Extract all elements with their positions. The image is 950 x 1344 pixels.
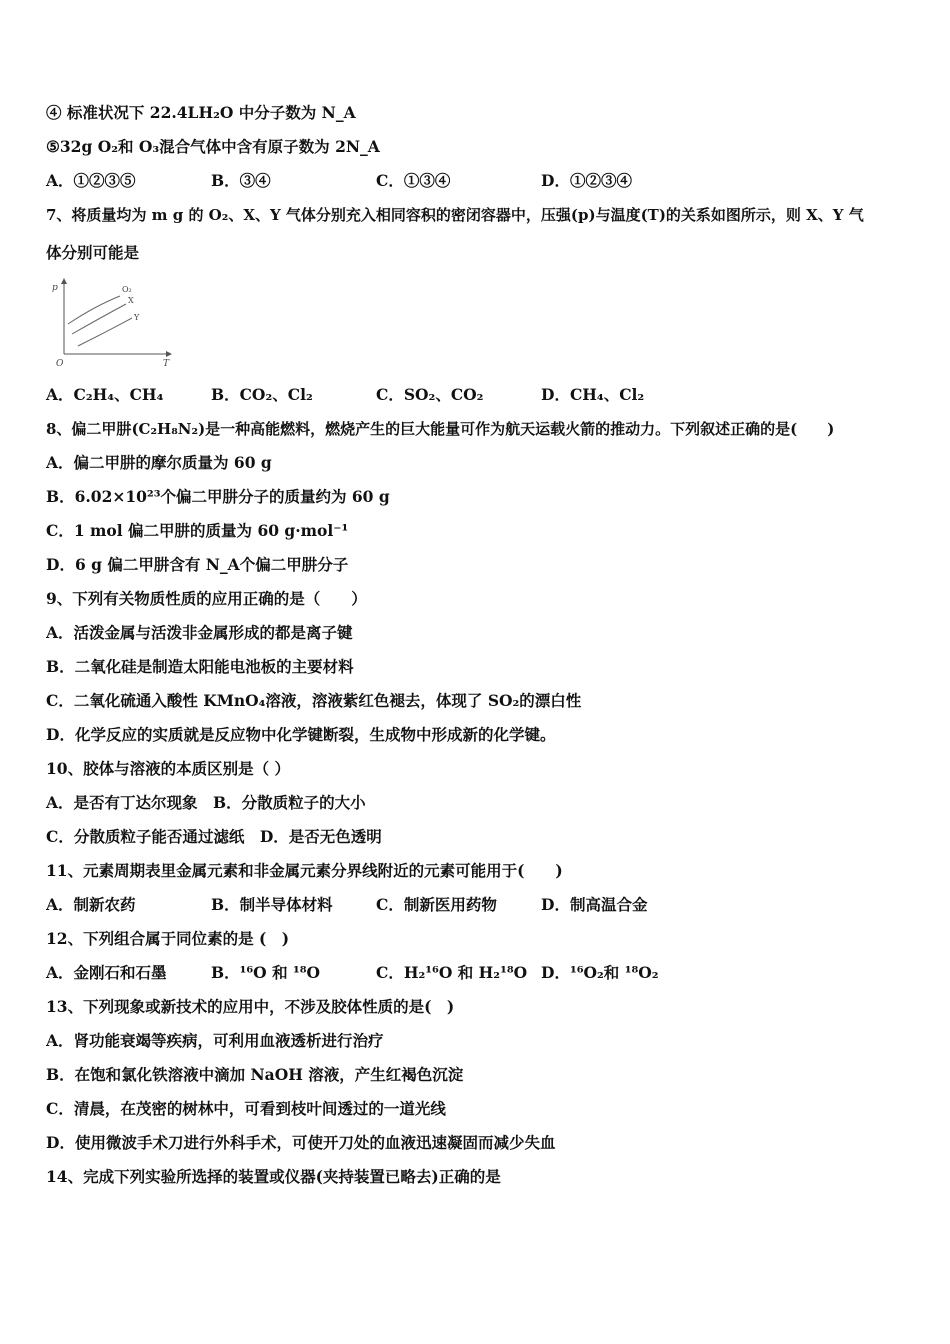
q9-stem: 9、下列有关物质性质的应用正确的是（ ）: [46, 589, 367, 608]
y-axis-arrow: [61, 278, 67, 284]
q8-option-b: B．6.02×10²³个偏二甲肼分子的质量约为 60 g: [46, 487, 390, 506]
q7-stem-2: 体分别可能是: [46, 243, 140, 262]
curve-o2: [68, 296, 120, 324]
q14-stem: 14、完成下列实验所选择的装置或仪器(夹持装置已略去)正确的是: [46, 1167, 501, 1186]
q11-option-d: D．制高温合金: [541, 895, 648, 914]
q6-option-c: C．①③④: [376, 171, 451, 190]
y-axis-label: p: [52, 283, 58, 293]
q13-option-c: C．清晨，在茂密的树林中，可看到枝叶间透过的一道光线: [46, 1099, 446, 1118]
q7-option-a: A．C₂H₄、CH₄: [46, 385, 164, 404]
statement-4: ④ 标准状况下 22.4LH₂O 中分子数为 N_A: [46, 103, 356, 122]
q12-option-c: C．H₂¹⁶O 和 H₂¹⁸O: [376, 963, 528, 982]
q12-stem: 12、下列组合属于同位素的是 ( ): [46, 929, 290, 948]
q7-option-d: D．CH₄、Cl₂: [541, 385, 645, 404]
q13-option-d: D．使用微波手术刀进行外科手术，可使开刀处的血液迅速凝固而减少失血: [46, 1133, 556, 1152]
q6-option-b: B．③④: [211, 171, 271, 190]
pressure-temperature-graph: [50, 276, 180, 368]
curve-x: [72, 304, 126, 334]
curve-label-o2: O₂: [122, 285, 132, 294]
q12-option-d: D．¹⁶O₂和 ¹⁸O₂: [541, 963, 659, 982]
q10-stem: 10、胶体与溶液的本质区别是（ ）: [46, 759, 290, 778]
q7-option-b: B．CO₂、Cl₂: [211, 385, 313, 404]
q10-options-cd: C．分散质粒子能否通过滤纸 D．是否无色透明: [46, 827, 382, 846]
q9-option-b: B．二氧化硅是制造太阳能电池板的主要材料: [46, 657, 354, 676]
q9-option-d: D．化学反应的实质就是反应物中化学键断裂，生成物中形成新的化学键。: [46, 725, 556, 744]
curve-y: [78, 318, 132, 346]
curve-label-x: X: [128, 296, 134, 305]
x-axis-arrow: [166, 351, 172, 357]
x-axis-label: T: [163, 359, 170, 368]
q11-option-a: A．制新农药: [46, 895, 136, 914]
q8-stem: 8、偏二甲肼(C₂H₈N₂)是一种高能燃料，燃烧产生的巨大能量可作为航天运载火箭的推动力。下列叙述正确的是( ): [46, 420, 835, 438]
q12-option-b: B．¹⁶O 和 ¹⁸O: [211, 963, 321, 982]
q7-option-c: C．SO₂、CO₂: [376, 385, 484, 404]
q11-option-b: B．制半导体材料: [211, 895, 333, 914]
origin-label: O: [56, 359, 64, 368]
q10-options-ab: A．是否有丁达尔现象 B．分散质粒子的大小: [46, 793, 366, 812]
q9-option-a: A．活泼金属与活泼非金属形成的都是离子键: [46, 623, 353, 642]
statement-5: ⑤32g O₂和 O₃混合气体中含有原子数为 2N_A: [46, 137, 380, 156]
curve-label-y: Y: [134, 313, 140, 322]
q9-option-c: C．二氧化硫通入酸性 KMnO₄溶液，溶液紫红色褪去，体现了 SO₂的漂白性: [46, 691, 582, 710]
q13-stem: 13、下列现象或新技术的应用中，不涉及胶体性质的是( ): [46, 997, 455, 1016]
q11-option-c: C．制新医用药物: [376, 895, 497, 914]
q6-option-a: A．①②③⑤: [46, 171, 136, 190]
q11-stem: 11、元素周期表里金属元素和非金属元素分界线附近的元素可能用于( ): [46, 861, 563, 880]
q8-option-a: A．偏二甲肼的摩尔质量为 60 g: [46, 453, 272, 472]
q8-option-c: C．1 mol 偏二甲肼的质量为 60 g·mol⁻¹: [46, 521, 349, 540]
q6-option-d: D．①②③④: [541, 171, 632, 190]
q13-option-b: B．在饱和氯化铁溶液中滴加 NaOH 溶液，产生红褐色沉淀: [46, 1065, 464, 1084]
q8-option-d: D．6 g 偏二甲肼含有 N_A个偏二甲肼分子: [46, 555, 349, 574]
q7-stem-1: 7、将质量均为 m g 的 O₂、X、Y 气体分别充入相同容积的密闭容器中，压强(p)与温度(T)的关系如图所示，则 X、Y 气: [46, 206, 864, 224]
q12-option-a: A．金刚石和石墨: [46, 963, 167, 982]
q13-option-a: A．肾功能衰竭等疾病，可利用血液透析进行治疗: [46, 1031, 384, 1050]
